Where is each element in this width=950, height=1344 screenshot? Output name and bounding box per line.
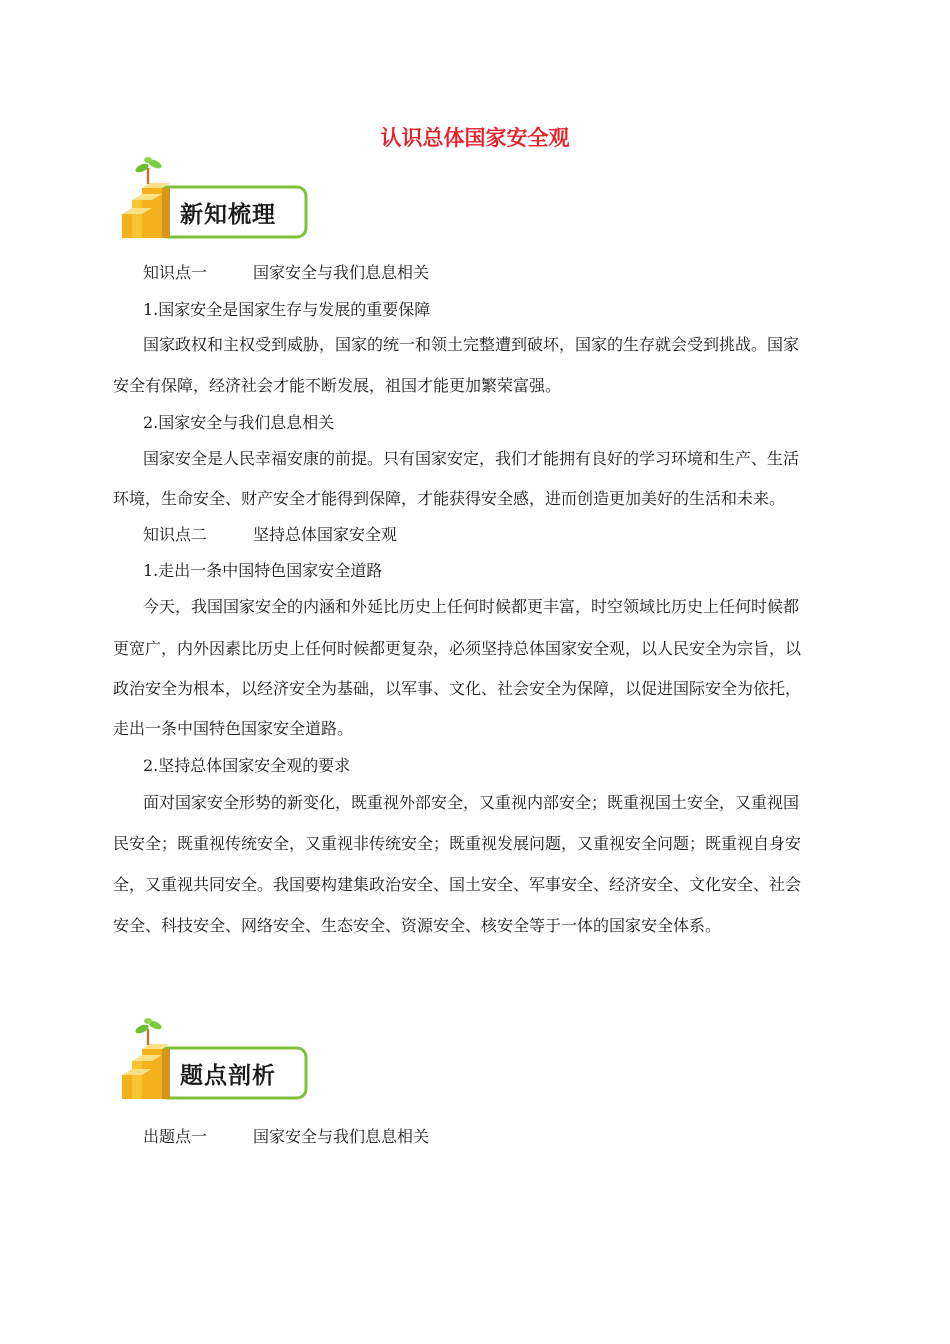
subheading: 2.坚持总体国家安全观的要求 bbox=[143, 756, 351, 775]
paragraph-line: 环境，生命安全、财产安全才能得到保障，才能获得安全感，进而创造更加美好的生活和未来。 bbox=[113, 489, 786, 508]
subheading: 1.走出一条中国特色国家安全道路 bbox=[143, 561, 383, 580]
section-banner-new-knowledge bbox=[118, 156, 310, 242]
paragraph-line: 国家安全是人民幸福安康的前提。只有国家安定，我们才能拥有良好的学习环境和生产、生活 bbox=[143, 449, 800, 468]
subheading: 2.国家安全与我们息息相关 bbox=[143, 413, 335, 432]
point-label: 知识点二 bbox=[143, 525, 208, 544]
subheading: 1.国家安全是国家生存与发展的重要保障 bbox=[143, 300, 431, 319]
banner-title: 新知梳理 bbox=[180, 202, 276, 228]
knowledge-point-heading bbox=[143, 260, 429, 283]
point-topic: 坚持总体国家安全观 bbox=[253, 525, 398, 544]
paragraph-line: 今天，我国国家安全的内涵和外延比历史上任何时候都更丰富，时空领域比历史上任何时候都 bbox=[143, 597, 800, 616]
paragraph-line: 国家政权和主权受到威胁，国家的统一和领土完整遭到破坏，国家的生存就会受到挑战。国家 bbox=[143, 335, 800, 354]
point-topic: 国家安全与我们息息相关 bbox=[253, 263, 430, 282]
paragraph-line: 更宽广，内外因素比历史上任何时候都更复杂，必须坚持总体国家安全观，以人民安全为宗旨，以 bbox=[113, 639, 802, 658]
paragraph-line: 面对国家安全形势的新变化，既重视外部安全，又重视内部安全；既重视国土安全，又重视国 bbox=[143, 793, 800, 812]
banner-title: 题点剖析 bbox=[180, 1063, 276, 1089]
document-title: 认识总体国家安全观 bbox=[380, 126, 570, 150]
paragraph-line: 走出一条中国特色国家安全道路。 bbox=[113, 719, 354, 738]
question-point-heading bbox=[143, 1124, 429, 1147]
point-label: 出题点一 bbox=[143, 1127, 208, 1146]
paragraph-line: 民安全；既重视传统安全，又重视非传统安全；既重视发展问题，又重视安全问题；既重视自身安 bbox=[113, 834, 802, 853]
point-label: 知识点一 bbox=[143, 263, 208, 282]
section-banner-question-analysis bbox=[118, 1017, 310, 1103]
paragraph-line: 全，又重视共同安全。我国要构建集政治安全、国土安全、军事安全、经济安全、文化安全、社会 bbox=[113, 875, 802, 894]
paragraph-line: 政治安全为根本，以经济安全为基础，以军事、文化、社会安全为保障，以促进国际安全为依托， bbox=[113, 679, 802, 698]
knowledge-point-heading bbox=[143, 522, 397, 545]
point-topic: 国家安全与我们息息相关 bbox=[253, 1127, 430, 1146]
paragraph-line: 安全有保障，经济社会才能不断发展，祖国才能更加繁荣富强。 bbox=[113, 376, 562, 395]
paragraph-line: 安全、科技安全、网络安全、生态安全、资源安全、核安全等于一体的国家安全体系。 bbox=[113, 916, 722, 935]
